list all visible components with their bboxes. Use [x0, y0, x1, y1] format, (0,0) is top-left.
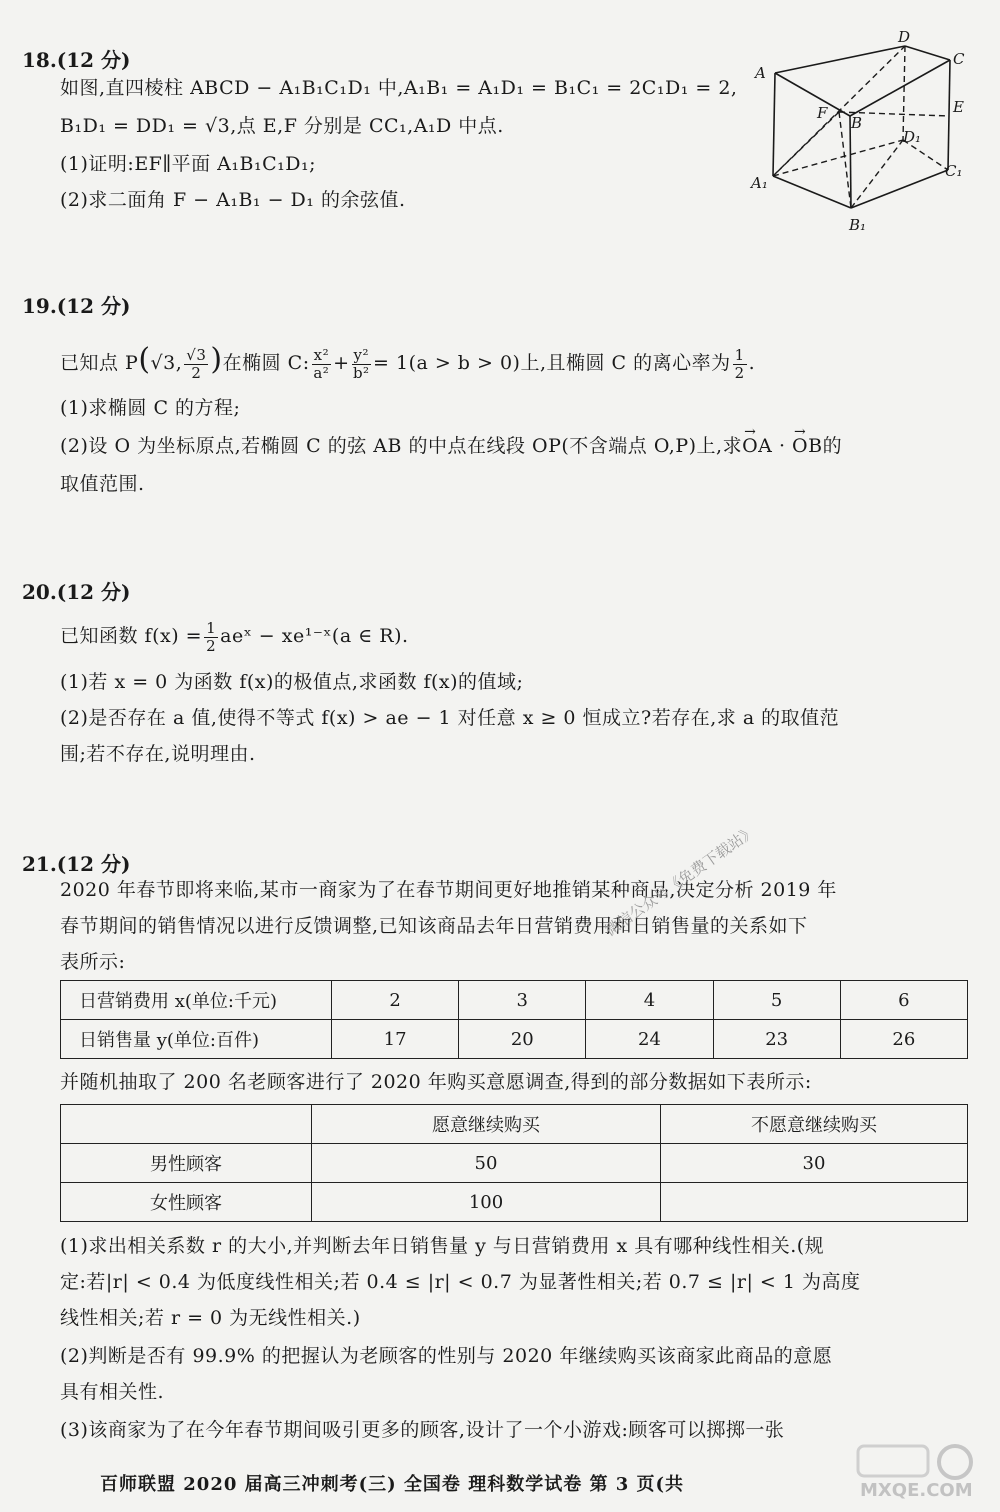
q21-number	[22, 848, 131, 877]
q20-intro	[60, 616, 409, 656]
table-cell: 50	[312, 1144, 661, 1183]
q19-part2a: (2)设 O 为坐标原点,若椭圆 C 的弦 AB 的中点在线段 OP(不含端点 O,P)上,求	[60, 435, 743, 457]
q19-ecc-den: 2	[734, 363, 745, 382]
table-row	[61, 1020, 968, 1059]
q21-intro2: 春节期间的销售情况以进行反馈调整,已知该商品去年日营销费用和日销售量的关系如下	[60, 915, 808, 937]
label-A: A	[755, 64, 766, 82]
label-B: B	[851, 114, 863, 132]
q19-part1: (1)求椭圆 C 的方程;	[60, 397, 241, 419]
table-cell	[661, 1183, 968, 1222]
q19-intro-c: = 1(a > b > 0)上,且椭圆 C 的离心率为	[373, 352, 731, 374]
q21-p2b: 具有相关性.	[60, 1381, 165, 1403]
q19-point-y-den: 2	[191, 363, 202, 382]
q19-intro-a: 已知点 P	[60, 352, 139, 374]
q19-y2: y²	[353, 345, 370, 364]
table-row	[61, 981, 968, 1020]
row-x-label: 日营销费用 x(单位:千元)	[61, 981, 332, 1020]
table-cell: 24	[586, 1020, 713, 1059]
q20-intro-b: aeˣ − xe¹⁻ˣ(a ∈ R).	[220, 625, 409, 647]
q20-half-num: 1	[206, 618, 217, 637]
label-A1: A₁	[751, 174, 768, 192]
q21-score: (12 分)	[56, 852, 131, 876]
q19-b2: b²	[352, 363, 370, 382]
table-cell: 5	[713, 981, 840, 1020]
q21-p1b: 定:若|r| < 0.4 为低度线性相关;若 0.4 ≤ |r| < 0.7 为显著性相关;若 0.7 ≤ |r| < 1 为高度	[60, 1271, 861, 1293]
table-row	[61, 1144, 968, 1183]
q20-part2b: 围;若不存在,说明理由.	[60, 743, 256, 765]
q18-part2: (2)求二面角 F − A₁B₁ − D₁ 的余弦值.	[60, 189, 406, 211]
q19-frac-x	[312, 347, 331, 382]
q19-a2: a²	[313, 363, 330, 382]
page-footer: 百师联盟 2020 届高三冲刺考(三) 全国卷 理科数学试卷 第 3 页(共	[100, 1474, 685, 1495]
survey-table	[60, 1104, 968, 1222]
q21-num: 21.	[22, 852, 57, 876]
q19-point-y-frac	[184, 347, 208, 382]
q19-plus: +	[333, 352, 350, 374]
label-F: F	[817, 104, 828, 122]
row-header: 男性顾客	[61, 1144, 312, 1183]
table-row	[61, 1105, 968, 1144]
label-B1: B₁	[849, 216, 867, 234]
label-D: D	[898, 28, 911, 46]
q18-score: (12 分)	[56, 48, 131, 72]
q19-dot: ·	[772, 435, 793, 457]
q19-number	[22, 290, 131, 319]
q20-half-frac	[204, 620, 218, 655]
q18-part1: (1)证明:EF∥平面 A₁B₁C₁D₁;	[60, 153, 317, 175]
col-header: 不愿意继续购买	[661, 1105, 968, 1144]
q21-intro3: 表所示:	[60, 951, 126, 973]
q19-score: (12 分)	[56, 294, 131, 318]
q18-line2: B₁D₁ = DD₁ = √3,点 E,F 分别是 CC₁,A₁D 中点.	[60, 115, 504, 137]
q19-point-y-num: √3	[186, 345, 207, 364]
table-cell: 3	[459, 981, 586, 1020]
q21-p1a: (1)求出相关系数 r 的大小,并判断去年日销售量 y 与日营销费用 x 具有哪种线性相关.(规	[60, 1235, 825, 1257]
table-cell: 2	[332, 981, 459, 1020]
q19-intro-b: 在椭圆 C:	[222, 352, 310, 374]
table-cell: 17	[332, 1020, 459, 1059]
q19-point-x: √3,	[150, 352, 183, 374]
q21-intro1: 2020 年春节即将来临,某市一商家为了在春节期间更好地推销某种商品,决定分析 2019 年	[60, 879, 837, 901]
table-cell: 23	[713, 1020, 840, 1059]
logo-text: MXQE.COM	[860, 1480, 973, 1500]
q20-half-den: 2	[206, 636, 217, 655]
q18-line1: 如图,直四棱柱 ABCD − A₁B₁C₁D₁ 中,A₁B₁ = A₁D₁ = B₁C₁ = 2C₁D₁ = 2,	[60, 77, 738, 99]
q19-intro-end: .	[748, 352, 756, 374]
q19-x2: x²	[313, 345, 330, 364]
label-E: E	[953, 98, 964, 116]
q18-number	[22, 44, 131, 73]
q19-part2b: 的	[822, 435, 843, 457]
table-cell: 30	[661, 1144, 968, 1183]
vector-oa: → OA	[742, 432, 772, 460]
q19-part2	[60, 432, 842, 460]
table-cell: 20	[459, 1020, 586, 1059]
q19-ecc-num: 1	[734, 345, 745, 364]
marketing-sales-table	[60, 980, 968, 1059]
row-y-label: 日销售量 y(单位:百件)	[61, 1020, 332, 1059]
label-C: C	[953, 50, 965, 68]
table-cell: 100	[312, 1183, 661, 1222]
table-row	[61, 1183, 968, 1222]
table-cell: 4	[586, 981, 713, 1020]
table-cell: 26	[840, 1020, 967, 1059]
label-D1: D₁	[903, 128, 922, 146]
q19-num: 19.	[22, 294, 57, 318]
q18-num: 18.	[22, 48, 57, 72]
watermark: 微信公众号《免费下载站》	[601, 821, 760, 940]
q19-ecc-frac	[733, 347, 747, 382]
logo-icon	[850, 1440, 980, 1500]
q21-mid: 并随机抽取了 200 名老顾客进行了 2020 年购买意愿调查,得到的部分数据如下表所示:	[60, 1071, 812, 1093]
q21-p3a: (3)该商家为了在今年春节期间吸引更多的顾客,设计了一个小游戏:顾客可以掷掷一张	[60, 1419, 785, 1441]
table-corner	[61, 1105, 312, 1144]
q20-intro-a: 已知函数 f(x) =	[60, 625, 203, 647]
q19-frac-y	[352, 347, 372, 382]
q20-num: 20.	[22, 580, 57, 604]
q20-part2a: (2)是否存在 a 值,使得不等式 f(x) > ae − 1 对任意 x ≥ 0 恒成立?若存在,求 a 的取值范	[60, 707, 840, 729]
q19-intro: 已知点 P(√3, $\frac{√3}{2}$ )在椭圆 C: $\frac{\text{x²}}{\text{a²}}$ + $\frac{\text{y²}}{\text{b²}}$ = 1(a > b > 0)上,且椭圆 C 的离心率为 $\frac{1}{2}$ .	[60, 342, 756, 382]
q21-p2a: (2)判断是否有 99.9% 的把握认为老顾客的性别与 2020 年继续购买该商家此商品的意愿	[60, 1345, 833, 1367]
q20-score: (12 分)	[56, 580, 131, 604]
site-logo	[850, 1440, 980, 1504]
label-C1: C₁	[945, 162, 963, 180]
row-header: 女性顾客	[61, 1183, 312, 1222]
q21-p1c: 线性相关;若 r = 0 为无线性相关.)	[60, 1307, 361, 1329]
col-header: 愿意继续购买	[312, 1105, 661, 1144]
q19-part2c: 取值范围.	[60, 473, 145, 495]
vector-ob: → OB	[792, 432, 823, 460]
q20-number	[22, 576, 131, 605]
prism-figure	[745, 28, 985, 243]
table-cell: 6	[840, 981, 967, 1020]
q20-part1: (1)若 x = 0 为函数 f(x)的极值点,求函数 f(x)的值域;	[60, 671, 524, 693]
